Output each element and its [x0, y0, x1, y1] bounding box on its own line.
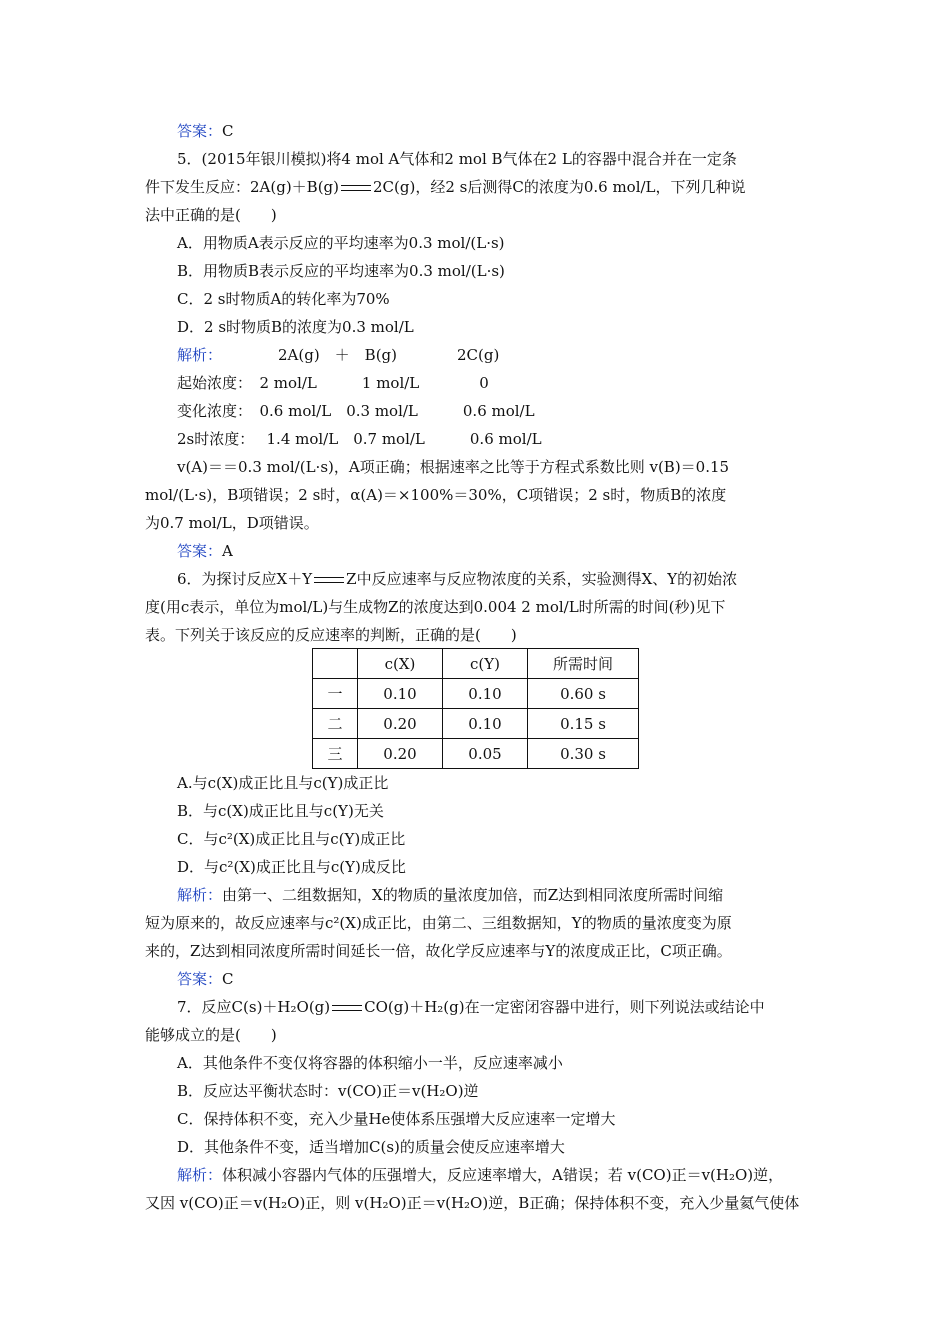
table-header-cell: 所需时间: [528, 649, 639, 679]
q5-analysis-header: 2A(g) ＋ B(g) 2C(g): [278, 346, 500, 364]
q6-analysis-line-1: [177, 885, 723, 905]
table-cell: 0.10: [358, 679, 443, 709]
q6-option-a: A.与c(X)成正比且与c(Y)成正比: [177, 774, 389, 792]
answer-value: C: [222, 970, 234, 988]
q5-option-a: A．用物质A表示反应的平均速率为0.3 mol/(L·s): [177, 234, 505, 252]
q5-analysis-label: 解析：: [177, 346, 223, 364]
q5-stem-2a: 件下发生反应：2A(g)＋B(g): [145, 178, 340, 196]
q6-analysis-line-2: 短为原来的，故反应速率与c²(X)成正比，由第二、三组数据知，Y的物质的量浓度变为原: [145, 914, 732, 932]
equilibrium-arrow-icon: [312, 575, 346, 585]
answer-label: 答案：: [177, 542, 223, 560]
answer-value: A: [222, 542, 233, 560]
table-cell: 0.10: [443, 709, 528, 739]
q7-analysis-line-2: 又因 v(CO)正＝v(H₂O)正，则 v(H₂O)正＝v(H₂O)逆，B正确；保持体积不变，充入少量氦气使体: [145, 1194, 800, 1212]
answer-value: C: [222, 122, 234, 140]
q5-option-d: D．2 s时物质B的浓度为0.3 mol/L: [177, 318, 414, 336]
table-row: [313, 739, 639, 769]
q7-stem-1a: 7．反应C(s)＋H₂O(g): [177, 998, 331, 1016]
answer-label: 答案：: [177, 122, 223, 140]
q6-option-b: B．与c(X)成正比且与c(Y)无关: [177, 802, 384, 820]
answer-label: 答案：: [177, 970, 223, 988]
q5-row-change: 变化浓度： 0.6 mol/L 0.3 mol/L 0.6 mol/L: [177, 402, 535, 420]
q6-option-d: D．与c²(X)成正比且与c(Y)成反比: [177, 858, 406, 876]
table-cell: 0.15 s: [528, 709, 639, 739]
q5-explanation-line-2: mol/(L·s)，B项错误；2 s时，α(A)＝×100%＝30%，C项错误；2 s时，物质B的浓度: [145, 486, 727, 504]
q6-data-table: [312, 648, 639, 769]
q5-option-b: B．用物质B表示反应的平均速率为0.3 mol/(L·s): [177, 262, 505, 280]
q5-explanation-line-3: 为0.7 mol/L，D项错误。: [145, 514, 319, 532]
q7-option-c: C．保持体积不变，充入少量He使体系压强增大反应速率一定增大: [177, 1110, 616, 1128]
table-header-cell: c(X): [358, 649, 443, 679]
table-cell: 0.30 s: [528, 739, 639, 769]
table-row: [313, 679, 639, 709]
table-header-cell: [313, 649, 358, 679]
q5-stem-line-1: 5．(2015年银川模拟)将4 mol A气体和2 mol B气体在2 L的容器中混合并在一定条: [177, 150, 737, 168]
analysis-label: 解析：: [177, 886, 223, 904]
q7-analysis-1: 体积减小容器内气体的压强增大，反应速率增大，A错误；若 v(CO)正＝v(H₂O)逆，: [222, 1166, 784, 1184]
table-cell: 二: [313, 709, 358, 739]
q6-answer: [177, 969, 234, 989]
q7-option-b: B．反应达平衡状态时：v(CO)正＝v(H₂O)逆: [177, 1082, 479, 1100]
table-cell: 0.05: [443, 739, 528, 769]
q6-analysis-line-3: 来的，Z达到相同浓度所需时间延长一倍，故化学反应速率与Y的浓度成正比，C项正确。: [145, 942, 732, 960]
q6-stem-line-3: 表。下列关于该反应的反应速率的判断，正确的是( ): [145, 626, 517, 644]
table-cell: 0.60 s: [528, 679, 639, 709]
q5-row-initial: 起始浓度： 2 mol/L 1 mol/L 0: [177, 374, 489, 392]
q7-analysis-line-1: [177, 1165, 783, 1185]
q5-option-c: C．2 s时物质A的转化率为70%: [177, 290, 390, 308]
table-header-row: [313, 649, 639, 679]
q6-stem-1b: Z中反应速率与反应物浓度的关系，实验测得X、Y的初始浓: [346, 570, 738, 588]
q6-analysis-1: 由第一、二组数据知，X的物质的量浓度加倍，而Z达到相同浓度所需时间缩: [222, 886, 724, 904]
table-row: [313, 709, 639, 739]
q5-explanation-line-1: v(A)＝＝0.3 mol/(L·s)，A项正确；根据速率之比等于方程式系数比则 v(B)＝0.15: [177, 458, 730, 476]
q4-answer: [177, 121, 234, 141]
q7-stem-line-2: 能够成立的是( ): [145, 1026, 277, 1044]
q6-stem-1a: 6．为探讨反应X＋Y: [177, 570, 313, 588]
q7-stem-1b: CO(g)＋H₂(g)在一定密闭容器中进行，则下列说法或结论中: [364, 998, 765, 1016]
q6-option-c: C．与c²(X)成正比且与c(Y)成正比: [177, 830, 406, 848]
equilibrium-arrow-icon: [330, 1003, 364, 1013]
q5-stem-2b: 2C(g)，经2 s后测得C的浓度为0.6 mol/L，下列几种说: [373, 178, 746, 196]
q7-option-a: A．其他条件不变仅将容器的体积缩小一半，反应速率减小: [177, 1054, 563, 1072]
q7-option-d: D．其他条件不变，适当增加C(s)的质量会使反应速率增大: [177, 1138, 565, 1156]
q5-row-2s: 2s时浓度： 1.4 mol/L 0.7 mol/L 0.6 mol/L: [177, 430, 542, 448]
analysis-label: 解析：: [177, 1166, 223, 1184]
q5-stem-line-3: 法中正确的是( ): [145, 206, 277, 224]
q6-stem-line-2: 度(用c表示，单位为mol/L)与生成物Z的浓度达到0.004 2 mol/L时所需的时间(秒)见下: [145, 598, 726, 616]
q5-stem-line-2: [145, 177, 746, 197]
table-cell: 0.20: [358, 739, 443, 769]
q5-answer: [177, 541, 233, 561]
table-cell: 0.20: [358, 709, 443, 739]
equilibrium-arrow-icon: [339, 183, 373, 193]
q6-stem-line-1: [177, 569, 737, 589]
table-cell: 0.10: [443, 679, 528, 709]
q7-stem-line-1: [177, 997, 765, 1017]
table-cell: 一: [313, 679, 358, 709]
table-cell: 三: [313, 739, 358, 769]
table-header-cell: c(Y): [443, 649, 528, 679]
